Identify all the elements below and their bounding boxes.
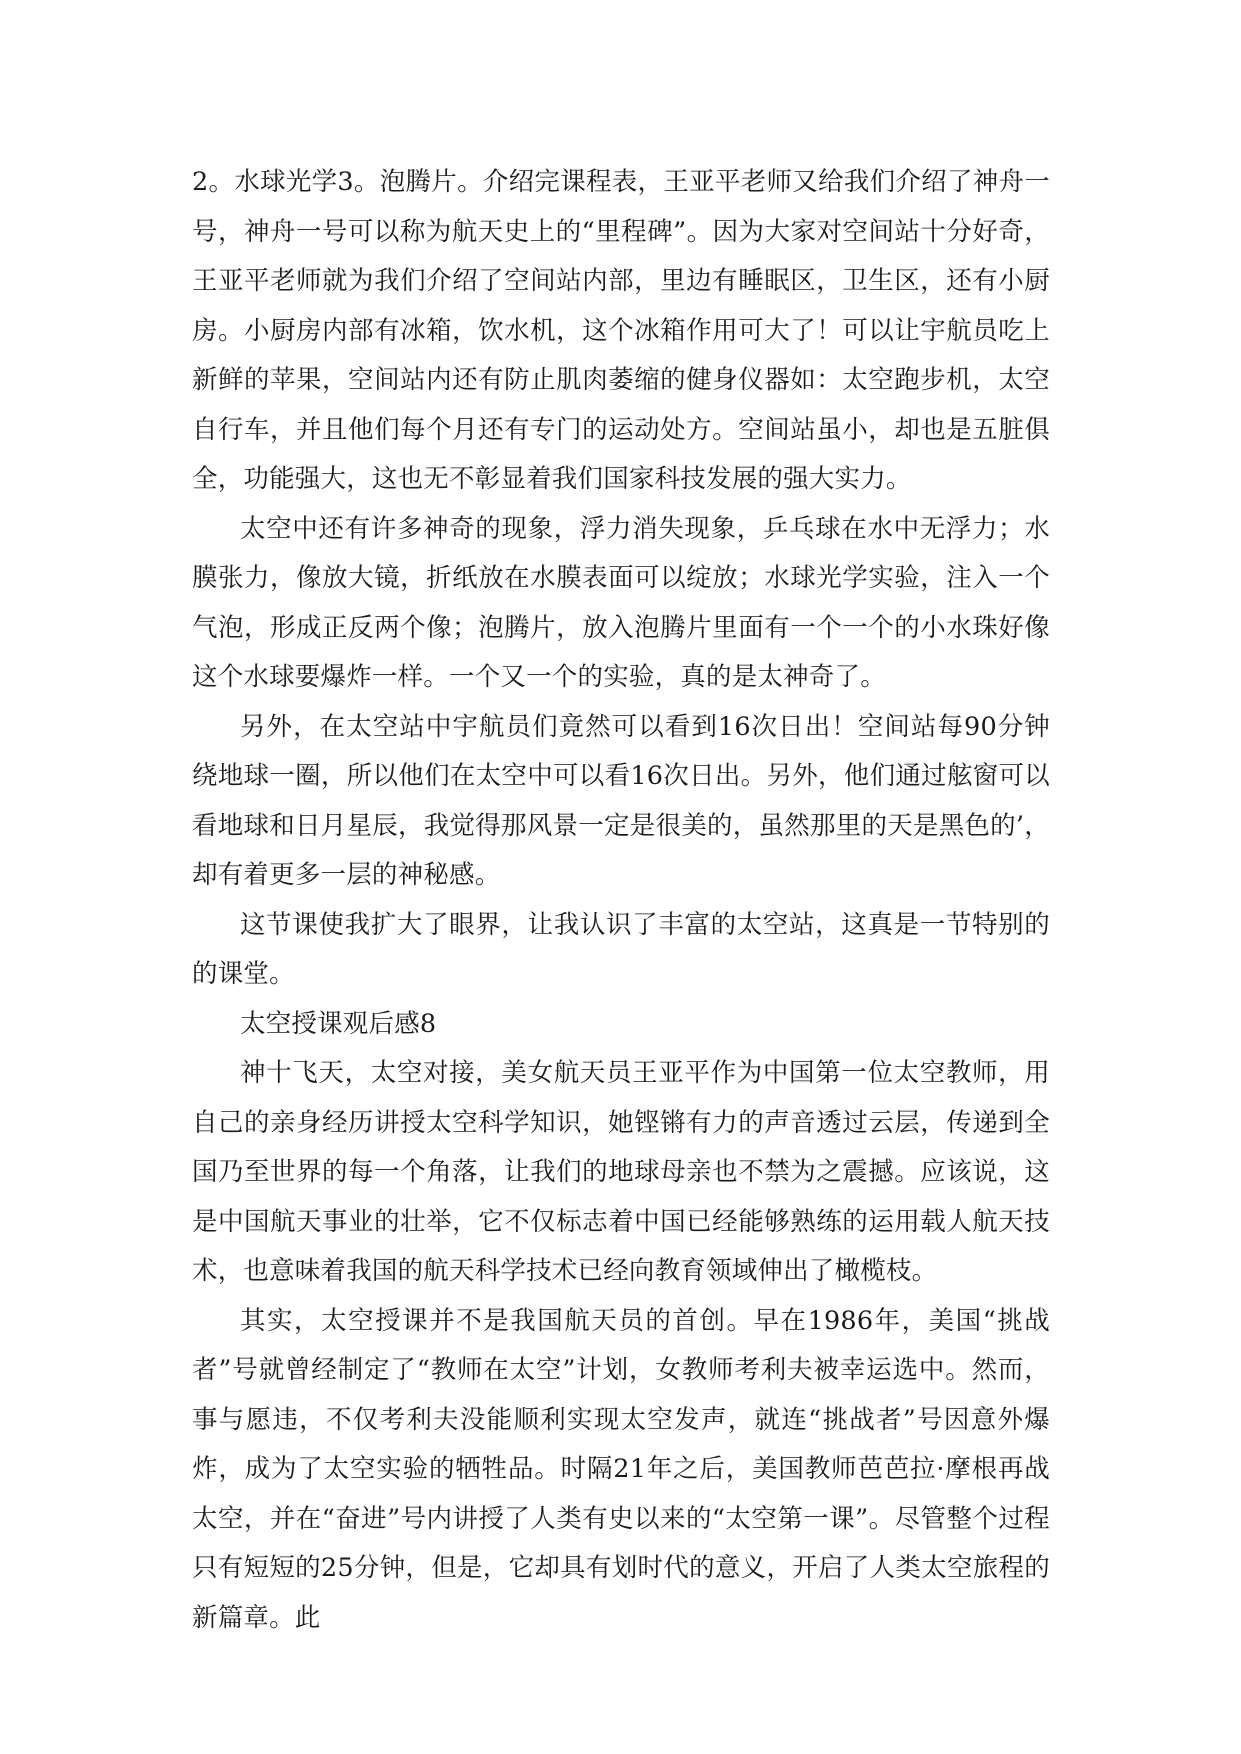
paragraph-5: 神十飞天，太空对接，美女航天员王亚平作为中国第一位太空教师，用自己的亲身经历讲授太空科学知识，她铿锵有力的声音透过云层，传递到全国乃至世界的每一个角落，让我们的地球母亲也不禁为之震撼。应该说，这是中国航天事业的壮举，它不仅标志着中国已经能够熟练的运用载人航天技术，也意味着我国的航天科学技术已经向教育领域伸出了橄榄枝。	[192, 1058, 1050, 1286]
paragraph-2: 太空中还有许多神奇的现象，浮力消失现象，乒乓球在水中无浮力；水膜张力，像放大镜，折纸放在水膜表面可以绽放；水球光学实验，注入一个气泡，形成正反两个像；泡腾片，放入泡腾片里面有一个一个的小水珠好像这个水球要爆炸一样。一个又一个的实验，真的是太神奇了。	[192, 513, 1050, 692]
paragraph-4: 这节课使我扩大了眼界，让我认识了丰富的太空站，这真是一节特别的的课堂。	[192, 909, 1050, 989]
paragraph-3: 另外，在太空站中宇航员们竟然可以看到16次日出！空间站每90分钟绕地球一圈，所以他们在太空中可以看16次日出。另外，他们通过舷窗可以看地球和日月星辰，我觉得那风景一定是很美的，虽然那里的天是黑色的’，却有着更多一层的神秘感。	[192, 711, 1050, 890]
paragraph-6: 其实，太空授课并不是我国航天员的首创。早在1986年，美国“挑战者”号就曾经制定了“教师在太空”计划，女教师考利夫被幸运选中。然而，事与愿违，不仅考利夫没能顺利实现太空发声，就连“挑战者”号因意外爆炸，成为了太空实验的牺牲品。时隔21年之后，美国教师芭芭拉·摩根再战太空，并在“奋进”号内讲授了人类有史以来的“太空第一课”。尽管整个过程只有短短的25分钟，但是，它却具有划时代的意义，开启了人类太空旅程的新篇章。此	[192, 1305, 1050, 1633]
paragraph-1: 2。水球光学3。泡腾片。介绍完课程表，王亚平老师又给我们介绍了神舟一号，神舟一号可以称为航天史上的“里程碑”。因为大家对空间站十分好奇，王亚平老师就为我们介绍了空间站内部，里边有睡眠区，卫生区，还有小厨房。小厨房内部有冰箱，饮水机，这个冰箱作用可大了！可以让宇航员吃上新鲜的苹果，空间站内还有防止肌肉萎缩的健身仪器如：太空跑步机，太空自行车，并且他们每个月还有专门的运动处方。空间站虽小，却也是五脏俱全，功能强大，这也无不彰显着我们国家科技发展的强大实力。	[192, 167, 1050, 494]
document-body	[192, 158, 1050, 1643]
section-heading: 太空授课观后感8	[240, 1008, 437, 1039]
